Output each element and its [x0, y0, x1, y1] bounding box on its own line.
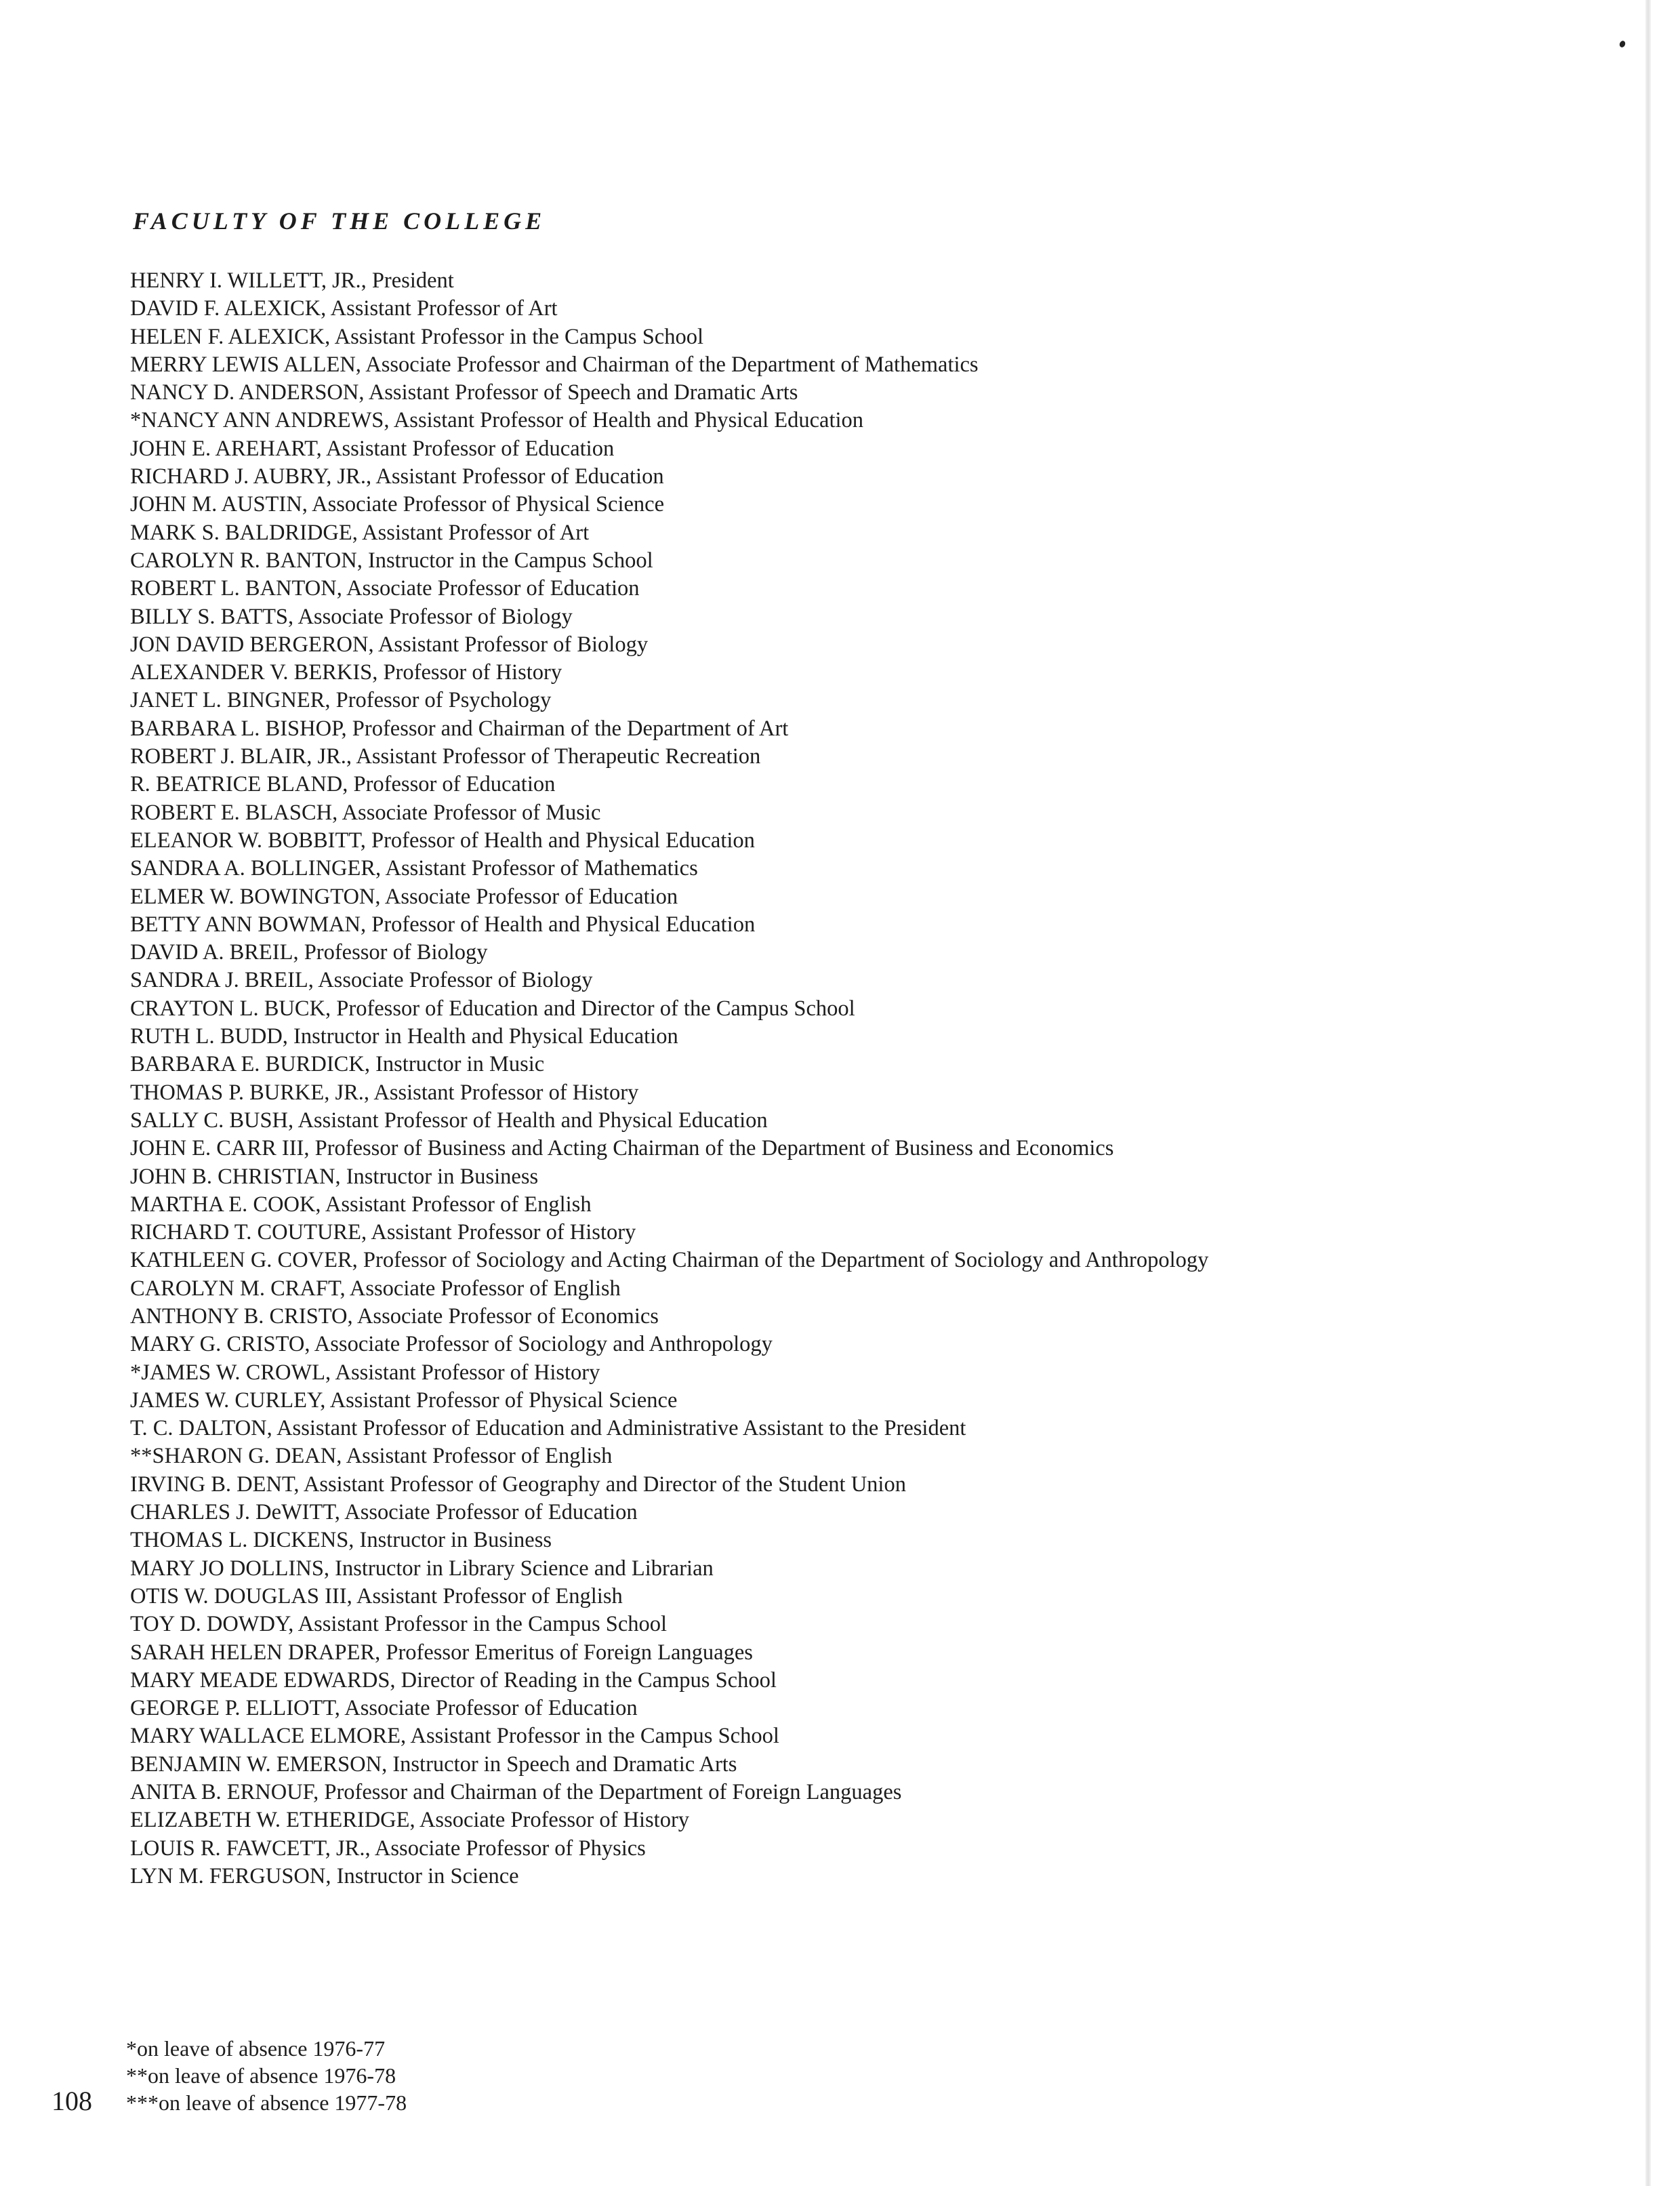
footnote: *on leave of absence 1976-77	[126, 2036, 386, 2061]
faculty-entry: JON DAVID BERGERON, Assistant Professor of Biology	[130, 632, 649, 657]
page-title: FACULTY OF THE COLLEGE	[133, 207, 546, 235]
faculty-entry: BILLY S. BATTS, Associate Professor of Biology	[130, 604, 573, 629]
faculty-entry: THOMAS P. BURKE, JR., Assistant Professor of History	[130, 1080, 639, 1105]
faculty-entry: RUTH L. BUDD, Instructor in Health and Physical Education	[130, 1024, 678, 1049]
faculty-entry: MERRY LEWIS ALLEN, Associate Professor and Chairman of the Department of Mathematics	[130, 352, 979, 377]
faculty-entry: JOHN M. AUSTIN, Associate Professor of Physical Science	[130, 492, 665, 517]
faculty-entry: SANDRA J. BREIL, Associate Professor of Biology	[130, 968, 593, 993]
faculty-entry: ANITA B. ERNOUF, Professor and Chairman of the Department of Foreign Languages	[130, 1780, 902, 1805]
faculty-entry: CHARLES J. DeWITT, Associate Professor of Education	[130, 1500, 638, 1525]
faculty-entry: *JAMES W. CROWL, Assistant Professor of History	[130, 1360, 600, 1385]
faculty-entry: RICHARD T. COUTURE, Assistant Professor of History	[130, 1220, 636, 1245]
faculty-entry: DAVID F. ALEXICK, Assistant Professor of Art	[130, 296, 558, 321]
faculty-entry: CRAYTON L. BUCK, Professor of Education and Director of the Campus School	[130, 996, 855, 1021]
faculty-entry: RICHARD J. AUBRY, JR., Assistant Professor of Education	[130, 464, 664, 489]
faculty-entry: MARY G. CRISTO, Associate Professor of Sociology and Anthropology	[130, 1332, 773, 1357]
faculty-entry: JOHN E. AREHART, Assistant Professor of Education	[130, 436, 615, 461]
faculty-entry: *NANCY ANN ANDREWS, Assistant Professor of Health and Physical Education	[130, 408, 864, 433]
faculty-entry: JAMES W. CURLEY, Assistant Professor of Physical Science	[130, 1388, 678, 1413]
faculty-entry: ANTHONY B. CRISTO, Associate Professor of Economics	[130, 1303, 659, 1329]
faculty-entry: HENRY I. WILLETT, JR., President	[130, 268, 454, 293]
faculty-entry: ROBERT L. BANTON, Associate Professor of Education	[130, 576, 640, 601]
faculty-entry: ALEXANDER V. BERKIS, Professor of History	[130, 660, 562, 685]
footnote: **on leave of absence 1976-78	[126, 2063, 396, 2088]
faculty-entry: T. C. DALTON, Assistant Professor of Education and Administrative Assistant to the President	[130, 1416, 966, 1441]
faculty-entry: LOUIS R. FAWCETT, JR., Associate Professor of Physics	[130, 1836, 646, 1861]
faculty-entry: IRVING B. DENT, Assistant Professor of Geography and Director of the Student Union	[130, 1472, 906, 1497]
faculty-entry: BENJAMIN W. EMERSON, Instructor in Speech and Dramatic Arts	[130, 1752, 737, 1777]
faculty-entry: SARAH HELEN DRAPER, Professor Emeritus of Foreign Languages	[130, 1640, 753, 1665]
faculty-entry: MARK S. BALDRIDGE, Assistant Professor of Art	[130, 520, 590, 545]
faculty-entry: R. BEATRICE BLAND, Professor of Education	[130, 772, 556, 797]
faculty-entry: MARTHA E. COOK, Assistant Professor of English	[130, 1192, 592, 1217]
faculty-entry: THOMAS L. DICKENS, Instructor in Business	[130, 1528, 552, 1553]
page-number: 108	[52, 2086, 92, 2116]
faculty-entry: BETTY ANN BOWMAN, Professor of Health and Physical Education	[130, 912, 756, 937]
faculty-entry: KATHLEEN G. COVER, Professor of Sociology and Acting Chairman of the Department of Sociology and Anthropology	[130, 1248, 1209, 1273]
faculty-entry: JOHN B. CHRISTIAN, Instructor in Business	[130, 1164, 539, 1189]
faculty-entry: ROBERT J. BLAIR, JR., Assistant Professor of Therapeutic Recreation	[130, 744, 761, 769]
faculty-entry: ELIZABETH W. ETHERIDGE, Associate Professor of History	[130, 1808, 690, 1833]
faculty-entry: **SHARON G. DEAN, Assistant Professor of English	[130, 1444, 613, 1469]
faculty-entry: SANDRA A. BOLLINGER, Assistant Professor of Mathematics	[130, 856, 698, 881]
faculty-entry: LYN M. FERGUSON, Instructor in Science	[130, 1863, 519, 1888]
faculty-entry: DAVID A. BREIL, Professor of Biology	[130, 940, 488, 965]
footnotes	[126, 2035, 407, 2116]
faculty-entry: TOY D. DOWDY, Assistant Professor in the Campus School	[130, 1612, 668, 1637]
footnote: ***on leave of absence 1977-78	[126, 2090, 407, 2115]
faculty-entry: CAROLYN R. BANTON, Instructor in the Campus School	[130, 548, 653, 573]
faculty-entry: BARBARA E. BURDICK, Instructor in Music	[130, 1052, 545, 1077]
faculty-entry: SALLY C. BUSH, Assistant Professor of Health and Physical Education	[130, 1108, 768, 1133]
faculty-entry: MARY WALLACE ELMORE, Assistant Professor in the Campus School	[130, 1724, 779, 1749]
faculty-entry: MARY MEADE EDWARDS, Director of Reading in the Campus School	[130, 1667, 777, 1693]
faculty-entry: JANET L. BINGNER, Professor of Psychology	[130, 688, 552, 713]
faculty-entry: ELEANOR W. BOBBITT, Professor of Health and Physical Education	[130, 828, 755, 853]
faculty-entry: NANCY D. ANDERSON, Assistant Professor of Speech and Dramatic Arts	[130, 380, 798, 405]
faculty-entry: ROBERT E. BLASCH, Associate Professor of Music	[130, 800, 601, 825]
faculty-list	[130, 267, 1208, 1890]
faculty-entry: HELEN F. ALEXICK, Assistant Professor in the Campus School	[130, 324, 703, 349]
faculty-entry: ELMER W. BOWINGTON, Associate Professor of Education	[130, 884, 678, 909]
faculty-entry: MARY JO DOLLINS, Instructor in Library Science and Librarian	[130, 1556, 714, 1581]
faculty-entry: JOHN E. CARR III, Professor of Business and Acting Chairman of the Department of Business and Economics	[130, 1136, 1114, 1161]
faculty-entry: BARBARA L. BISHOP, Professor and Chairman of the Department of Art	[130, 716, 789, 741]
page-edge-shadow	[1645, 0, 1651, 2186]
faculty-entry: OTIS W. DOUGLAS III, Assistant Professor of English	[130, 1583, 623, 1608]
ink-speck	[1618, 40, 1626, 48]
faculty-entry: CAROLYN M. CRAFT, Associate Professor of English	[130, 1276, 621, 1301]
faculty-entry: GEORGE P. ELLIOTT, Associate Professor of Education	[130, 1696, 638, 1721]
